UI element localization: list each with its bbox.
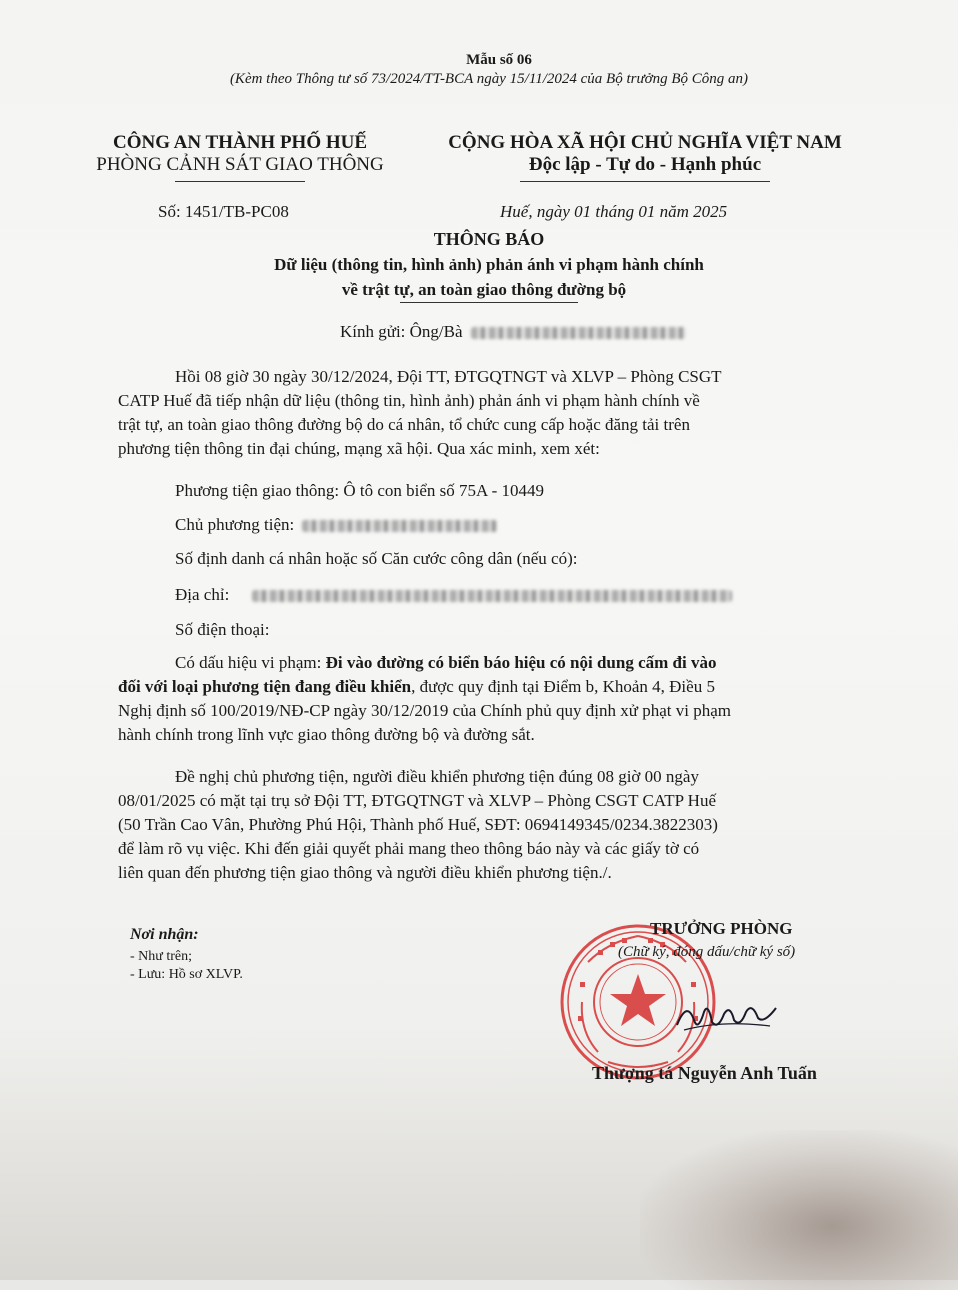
notice-subtitle-line-2: về trật tự, an toàn giao thông đường bộ (341, 280, 627, 299)
subtitle-underline (400, 302, 578, 303)
issuing-org-name: CÔNG AN THÀNH PHỐ HUẾ (112, 132, 368, 153)
violation-line-3: Nghị định số 100/2019/NĐ-CP ngày 30/12/2019 của Chính phủ quy định xử phạt vi phạm (118, 701, 732, 720)
redacted-address (252, 590, 732, 602)
signer-name: Thượng tá Nguyễn Anh Tuấn (592, 1063, 817, 1083)
violation-paragraph (118, 651, 731, 747)
request-line-3: (50 Trần Cao Vân, Phường Phú Hội, Thành phố Huế, SĐT: 0694149345/0234.3822303) (118, 815, 718, 834)
motto-underline (520, 181, 770, 182)
national-motto: Độc lập - Tự do - Hạnh phúc (528, 154, 762, 175)
request-paragraph (118, 765, 718, 885)
national-title: CỘNG HÒA XÃ HỘI CHỦ NGHĨA VIỆT NAM (448, 132, 842, 153)
violation-line-1 (118, 651, 731, 675)
addressee (340, 322, 686, 342)
address-field (175, 585, 732, 605)
phone-field: Số điện thoại: (175, 620, 270, 639)
violation-line-2 (118, 675, 731, 699)
document-number: Số: 1451/TB-PC08 (158, 202, 289, 221)
owner-label: Chủ phương tiện: (175, 515, 295, 534)
intro-line-4: phương tiện thông tin đại chúng, mạng xã hội. Qua xác minh, xem xét: (118, 439, 600, 458)
owner-field (175, 515, 497, 535)
violation-description-2: đối với loại phương tiện đang điều khiển (118, 677, 412, 696)
request-line-2: 08/01/2025 có mặt tại trụ sở Đội TT, ĐTGQTNGT và XLVP – Phòng CSGT CATP Huế (118, 791, 717, 810)
handwritten-signature-icon (672, 990, 782, 1040)
document-date: Huế, ngày 01 tháng 01 năm 2025 (500, 202, 728, 221)
recipient-item: - Như trên; (130, 949, 193, 964)
recipient-item: - Lưu: Hồ sơ XLVP. (130, 967, 243, 982)
violation-prefix: Có dấu hiệu vi phạm: (175, 653, 326, 672)
intro-line-1: Hồi 08 giờ 30 ngày 30/12/2024, Đội TT, ĐTGQTNGT và XLVP – Phòng CSGT (175, 367, 722, 386)
intro-line-3: trật tự, an toàn giao thông đường bộ do cá nhân, tổ chức cung cấp hoặc đăng tải trên (118, 415, 690, 434)
org-underline (175, 181, 305, 182)
redacted-owner-name (302, 520, 497, 532)
form-reference: (Kèm theo Thông tư số 73/2024/TT-BCA ngày 15/11/2024 của Bộ trưởng Bộ Công an) (229, 71, 749, 87)
address-label: Địa chỉ: (175, 585, 230, 604)
id-field: Số định danh cá nhân hoặc số Căn cước công dân (nếu có): (175, 549, 578, 568)
addressee-label: Kính gửi: Ông/Bà (340, 322, 463, 341)
recipients-title: Nơi nhận: (130, 926, 199, 943)
violation-line-4: hành chính trong lĩnh vực giao thông đường bộ và đường sắt. (118, 725, 535, 744)
request-line-5: liên quan đến phương tiện giao thông và người điều khiển phương tiện./. (118, 863, 612, 882)
intro-line-2: CATP Huế đã tiếp nhận dữ liệu (thông tin, hình ảnh) phản ánh vi phạm hành chính về (118, 391, 700, 410)
redacted-addressee-name (471, 327, 686, 339)
notice-title: THÔNG BÁO (433, 229, 545, 249)
signer-title: TRƯỞNG PHÒNG (650, 919, 793, 938)
intro-paragraph (118, 365, 722, 461)
form-number: Mẫu số 06 (466, 52, 532, 68)
issuing-department: PHÒNG CẢNH SÁT GIAO THÔNG (96, 154, 384, 175)
violation-legal-basis: , được quy định tại Điểm b, Khoản 4, Điều 5 (411, 677, 715, 696)
request-line-4: để làm rõ vụ việc. Khi đến giải quyết phải mang theo thông báo này và các giấy tờ có (118, 839, 700, 858)
request-line-1: Đề nghị chủ phương tiện, người điều khiển phương tiện đúng 08 giờ 00 ngày (175, 767, 699, 786)
violation-description-1: Đi vào đường có biển báo hiệu có nội dung cấm đi vào (325, 653, 717, 672)
vehicle-field: Phương tiện giao thông: Ô tô con biển số 75A - 10449 (175, 481, 545, 500)
notice-subtitle-line-1: Dữ liệu (thông tin, hình ảnh) phản ánh vi phạm hành chính (274, 255, 704, 274)
photo-shadow (640, 1130, 958, 1290)
signature-note: (Chữ ký, đóng dấu/chữ ký số) (618, 944, 796, 960)
